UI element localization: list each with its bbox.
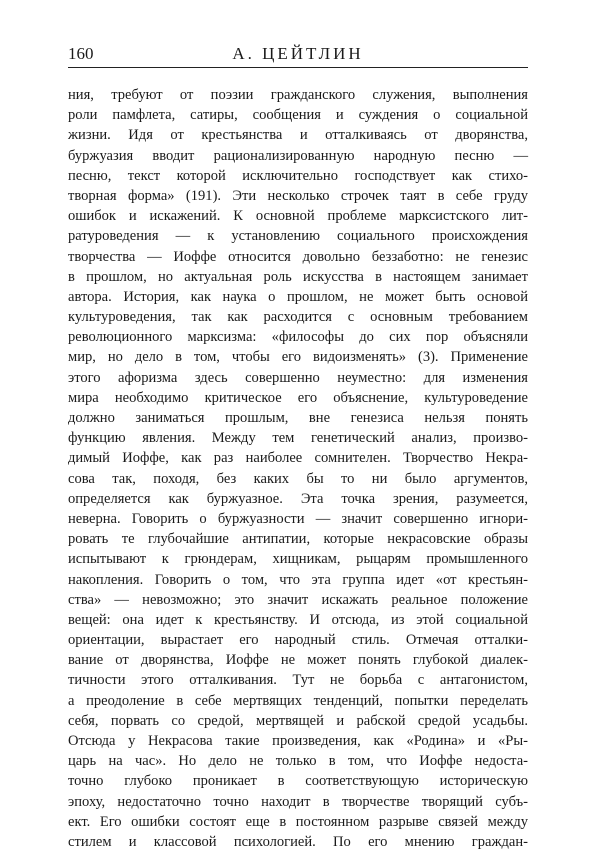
text-line: ратуроведения — к установлению социального происхождения [68, 228, 528, 245]
text-line: царь на час». Но дело не только в том, что Иоффе недоста- [68, 753, 528, 770]
text-line: ния, требуют от поэзии гражданского служения, выполнения [68, 87, 528, 103]
text-line: испытывают к грюндерам, хищникам, рыцарям промышленного [68, 551, 528, 568]
text-line: в прошлом, но актуальная роль искусства в настоящем занимает [68, 268, 528, 285]
text-line: революционного марксизма: «философы до сих пор объясняли [68, 329, 528, 346]
body-text [68, 85, 528, 852]
text-line: накопления. Говорить о том, что эта группа идет «от крестьян- [68, 571, 528, 588]
text-line: точно глубоко проникает в соответствующую историческую [68, 773, 528, 790]
text-line: культуроведения, так как расходится с основным требованием [68, 309, 528, 326]
text-line: мир, но дело в том, чтобы его видоизменять» (3). Применение [68, 349, 528, 366]
text-line: неверна. Говорить о буржуазности — значит совершенно игнори- [68, 510, 528, 527]
running-head [68, 38, 528, 64]
text-line: сова так, походя, без каких бы то ни было аргументов, [68, 470, 528, 487]
text-line: функцию явления. Между тем генетический анализ, произво- [68, 430, 528, 447]
text-line: эпоху, недостаточно точно находит в творчестве творящий субъ- [68, 793, 528, 810]
text-line: тичности этого отталкивания. Тут не борьба с антагонистом, [68, 672, 528, 689]
text-line: автора. История, как наука о прошлом, не может быть основой [68, 288, 528, 305]
text-line: определяется как буржуазное. Эта точка зрения, разумеется, [68, 490, 528, 507]
text-line: роли памфлета, сатиры, сообщения и суждения о социальной [68, 107, 528, 124]
text-line: песню, текст которой исключительно господствует как стихо- [68, 167, 528, 184]
header-rule [68, 67, 528, 68]
text-line: творчества — Иоффе относится довольно беззаботно: не генезис [68, 248, 528, 265]
text-line: мира необходимо критическое его объяснение, культуроведение [68, 389, 528, 406]
text-line: жизни. Идя от крестьянства и отталкиваясь от дворянства, [68, 127, 528, 144]
text-line: димый Иоффе, как раз наиболее сомнителен. Творчество Некра- [68, 450, 528, 467]
book-page [68, 38, 528, 850]
text-line: буржуазия вводит рационализированную народную песню — [68, 147, 528, 164]
text-line: должно заниматься прошлым, вне генезиса нельзя понять [68, 410, 528, 426]
text-line: ект. Его ошибки состоят еще в постоянном разрыве связей между [68, 813, 528, 830]
text-line: ориентации, вырастает его народный стиль. Отмечая отталки- [68, 632, 528, 649]
text-line: стилем и классовой психологией. По его мнению граждан- [68, 833, 528, 850]
text-line: вещей: она идет к крестьянству. И отсюда, из этой социальной [68, 611, 528, 628]
text-line: ства» — невозможно; это значит искажать реальное положение [68, 591, 528, 608]
page-number: 160 [68, 44, 94, 63]
text-line: ровать те глубочайшие антипатии, которые некрасовские образы [68, 531, 528, 548]
text-line: Отсюда у Некрасова такие произведения, как «Родина» и «Ры- [68, 733, 528, 749]
text-line: ошибок и искажений. К основной проблеме марксистского лит- [68, 208, 528, 225]
text-line: вание от дворянства, Иоффе не может понять глубокой диалек- [68, 652, 528, 669]
text-line: а преодоление в себе мертвящих тенденций, попытки переделать [68, 692, 528, 709]
text-line: творная форма» (191). Эти несколько строчек таят в себе груду [68, 187, 528, 204]
text-line: этого афоризма здесь совершенно неуместно: для изменения [68, 369, 528, 386]
running-head-author: А. ЦЕЙТЛИН [232, 44, 364, 63]
text-line: себя, порвать со средой, мертвящей и рабской средой усадьбы. [68, 712, 528, 729]
